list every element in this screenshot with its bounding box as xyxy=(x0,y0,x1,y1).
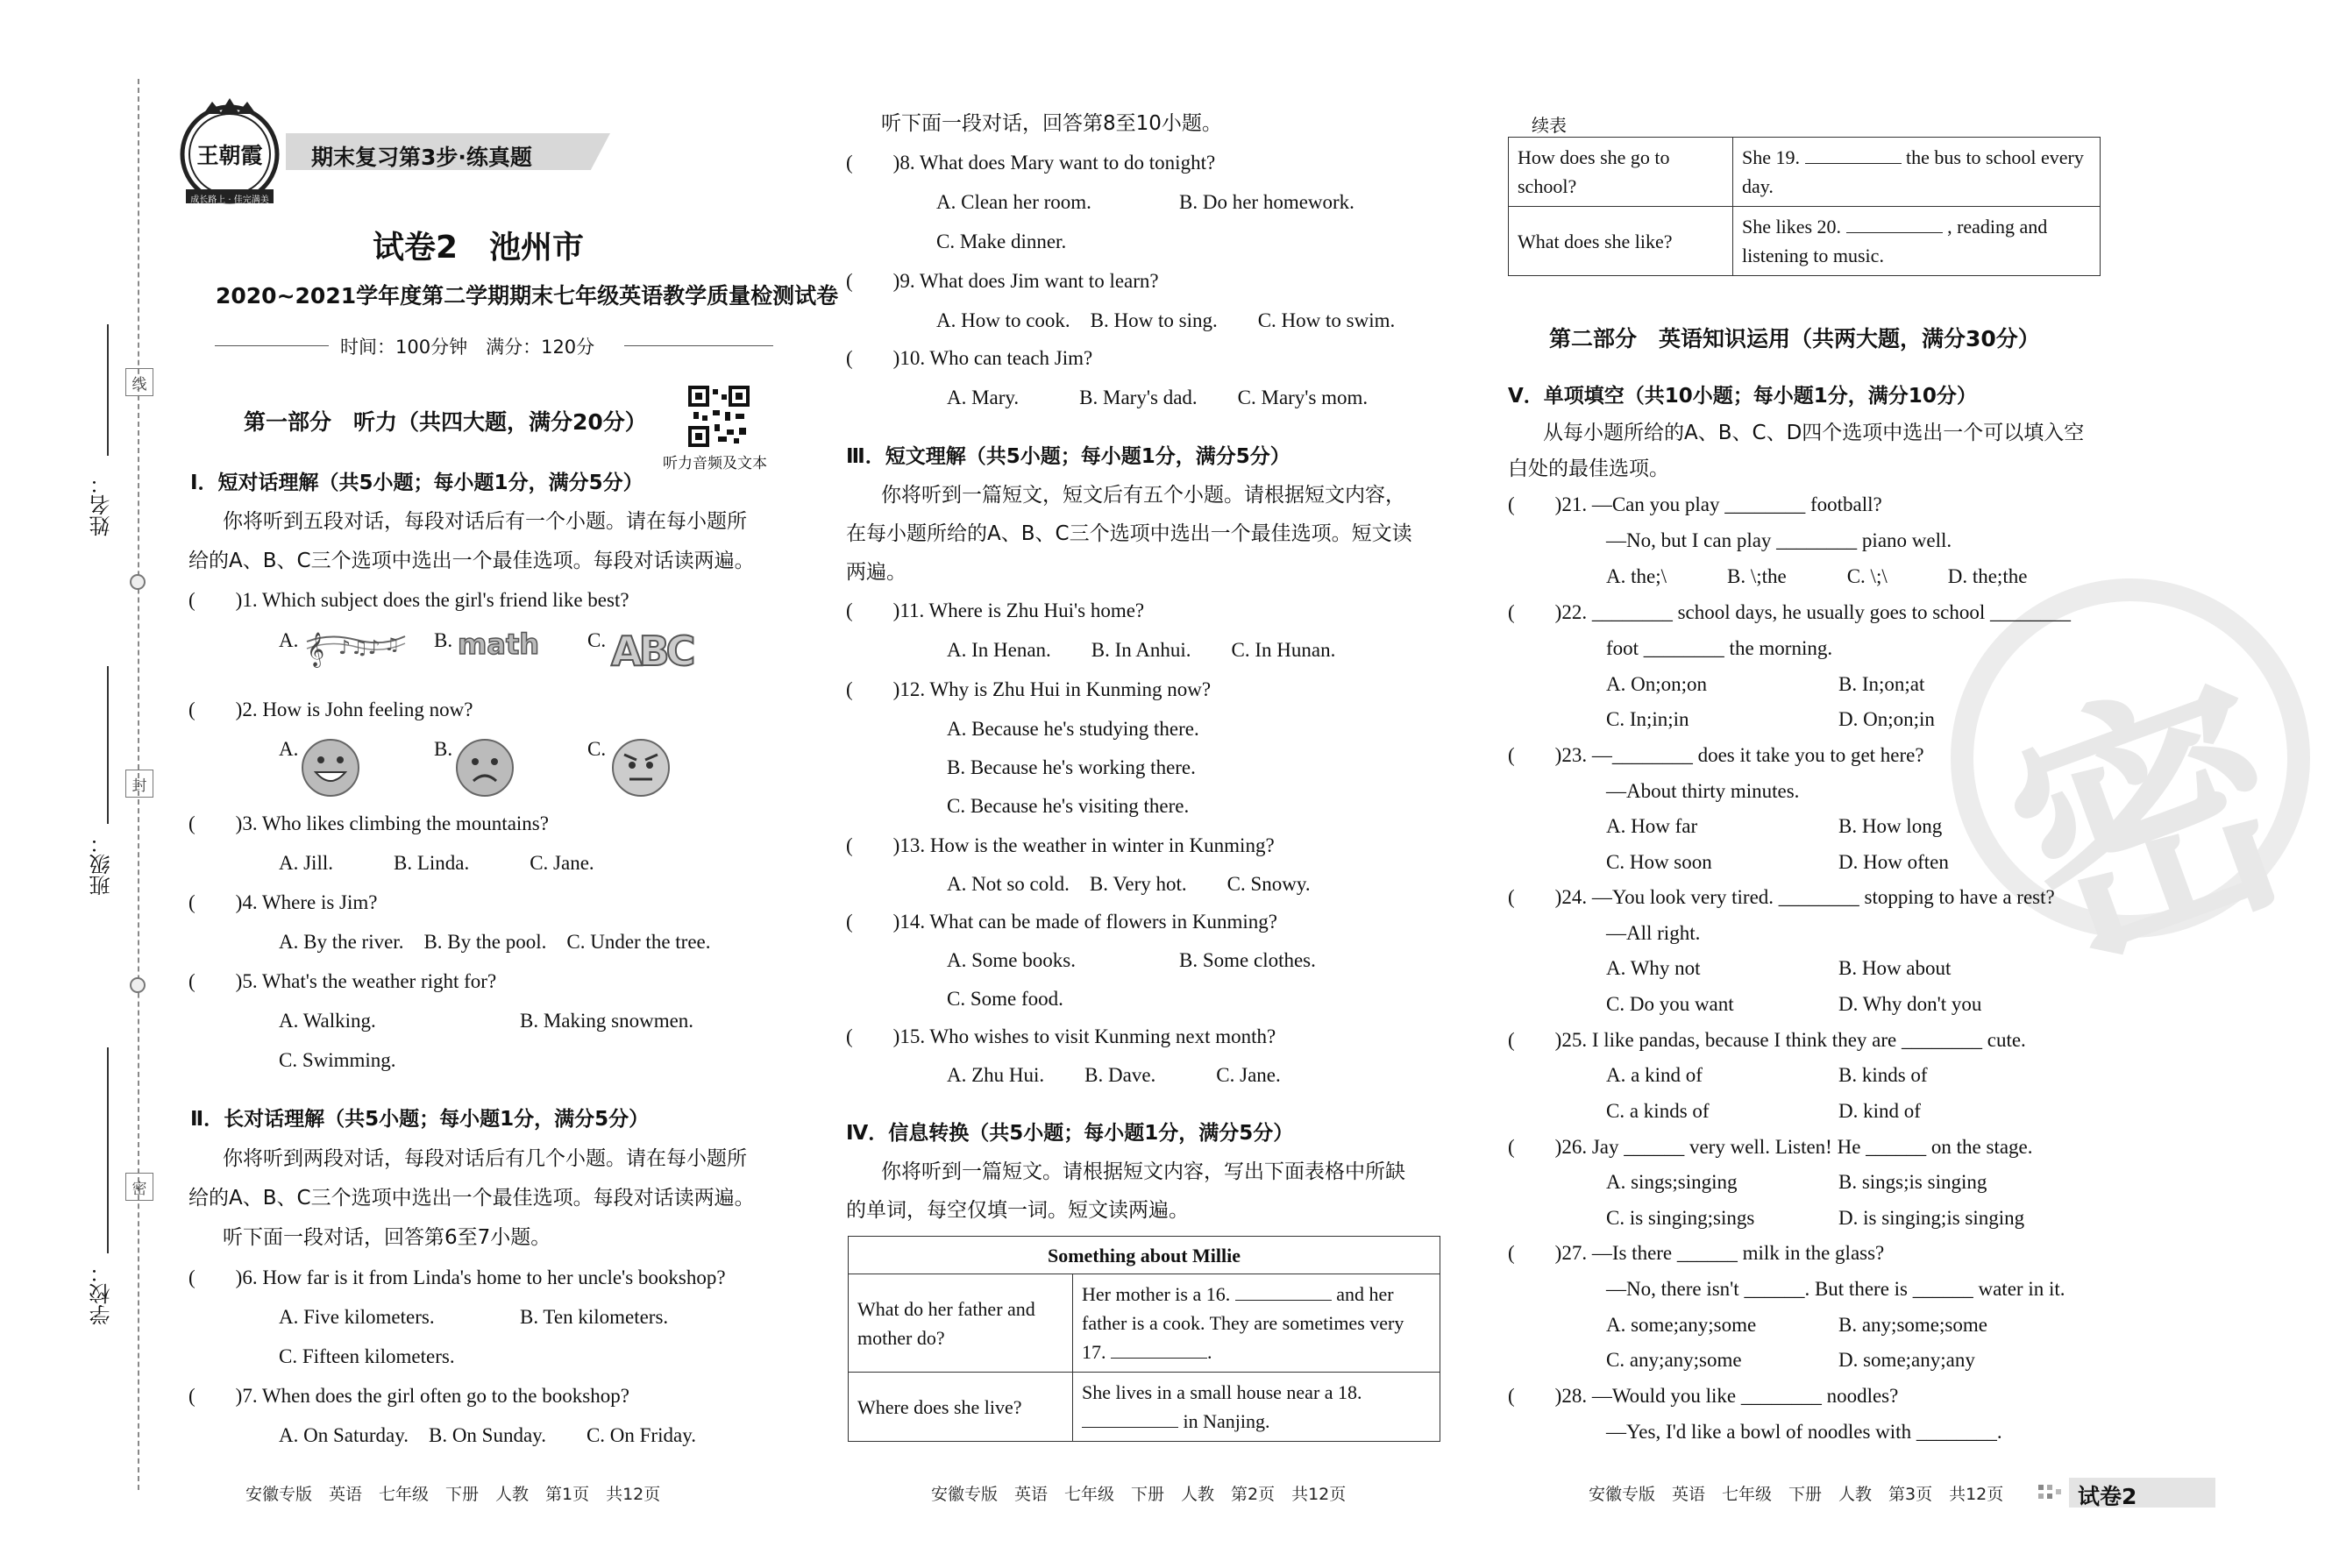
table-continued-label: 续表 xyxy=(1532,115,1567,136)
math-image: math xyxy=(458,628,540,661)
section5-title: Ⅴ．单项填空（共10小题；每小题1分，满分10分） xyxy=(1508,385,1977,408)
blank-19[interactable] xyxy=(1805,145,1902,164)
question-24-reply: —All right. xyxy=(1606,922,1701,944)
q25-option-d[interactable]: D. kind of xyxy=(1838,1100,1921,1122)
table-cell-question: Where does she live? xyxy=(849,1373,1073,1442)
question-7: ( )7. When does the girl often go to the bookshop? xyxy=(188,1385,629,1407)
school-label: 学校： xyxy=(89,1262,114,1325)
q24-option-a[interactable]: A. Why not xyxy=(1606,957,1701,979)
question-6: ( )6. How far is it from Linda's home to her uncle's bookshop? xyxy=(188,1266,726,1288)
seal-mark-mi: 密 xyxy=(125,1173,153,1201)
q10-options[interactable]: A. Mary. B. Mary's dad. C. Mary's mom. xyxy=(947,387,1369,408)
q13-options[interactable]: A. Not so cold. B. Very hot. C. Snowy. xyxy=(947,873,1311,895)
q8-option-a[interactable]: A. Clean her room. xyxy=(936,191,1091,213)
q27-option-b[interactable]: B. any;some;some xyxy=(1838,1314,1987,1336)
q27-option-c[interactable]: C. any;any;some xyxy=(1606,1349,1742,1371)
svg-text:♪♫♪: ♪♫♪ xyxy=(338,637,380,659)
question-8: ( )8. What does Mary want to do tonight? xyxy=(846,152,1216,174)
info-table xyxy=(848,1236,1440,1442)
section3-instruction-line2: 在每小题所给的A、B、C三个选项中选出一个最佳选项。短文读 xyxy=(846,522,1412,545)
q11-options[interactable]: A. In Henan. B. In Anhui. C. In Hunan. xyxy=(947,639,1336,661)
q1-option-c[interactable]: C. xyxy=(587,629,607,651)
section1-title: Ⅰ．短对话理解（共5小题；每小题1分，满分5分） xyxy=(190,472,643,494)
q2-option-a[interactable]: A. xyxy=(279,738,299,760)
table-cell-question: What do her father and mother do? xyxy=(849,1274,1073,1373)
question-25: ( )25. I like pandas, because I think they are ________ cute. xyxy=(1508,1029,2026,1051)
question-23-reply: —About thirty minutes. xyxy=(1606,780,1800,802)
q22-option-d[interactable]: D. On;on;in xyxy=(1838,708,1935,730)
section4-instruction-line1: 你将听到一篇短文。请根据短文内容，写出下面表格中所缺 xyxy=(881,1160,1405,1183)
section3-instruction-line3: 两遍。 xyxy=(846,561,906,584)
q25-option-a[interactable]: A. a kind of xyxy=(1606,1064,1703,1086)
q26-option-c[interactable]: C. is singing;sings xyxy=(1606,1207,1755,1229)
q26-option-a[interactable]: A. sings;singing xyxy=(1606,1171,1738,1193)
q5-option-b[interactable]: B. Making snowmen. xyxy=(520,1010,694,1032)
q12-option-c[interactable]: C. Because he's visiting there. xyxy=(947,795,1190,817)
blank-16[interactable] xyxy=(1235,1282,1332,1301)
q12-option-b[interactable]: B. Because he's working there. xyxy=(947,756,1196,778)
table-row xyxy=(1509,207,2101,276)
section1-instruction-line2: 给的A、B、C三个选项中选出一个最佳选项。每段对话读两遍。 xyxy=(188,550,755,572)
q7-options[interactable]: A. On Saturday. B. On Sunday. C. On Friday. xyxy=(279,1424,696,1446)
section3-instruction-line1: 你将听到一篇短文，短文后有五个小题。请根据短文内容， xyxy=(881,484,1405,507)
time-rule-left xyxy=(215,345,329,346)
question-24: ( )24. —You look very tired. ________ stopping to have a rest? xyxy=(1508,886,2055,908)
logo-text: 王朝霞 xyxy=(196,143,263,168)
q24-option-b[interactable]: B. How about xyxy=(1838,957,1952,979)
table-cell-answer: She lives in a small house near a 18. in Nanjing. xyxy=(1073,1373,1440,1442)
abc-image: ABC xyxy=(611,628,693,675)
q26-option-b[interactable]: B. sings;is singing xyxy=(1838,1171,1987,1193)
info-table-title: Something about Millie xyxy=(849,1237,1440,1274)
q22-option-b[interactable]: B. In;on;at xyxy=(1838,673,1925,695)
section3-title: Ⅲ．短文理解（共5小题；每小题1分，满分5分） xyxy=(846,445,1290,468)
angry-face-icon xyxy=(612,739,670,797)
section5-instruction-line2: 白处的最佳选项。 xyxy=(1508,458,1669,480)
q23-option-c[interactable]: C. How soon xyxy=(1606,851,1712,873)
sad-face-icon xyxy=(456,739,514,797)
table-row xyxy=(849,1373,1440,1442)
q24-option-c[interactable]: C. Do you want xyxy=(1606,993,1734,1015)
q27-option-d[interactable]: D. some;any;any xyxy=(1838,1349,1975,1371)
happy-face-icon xyxy=(302,739,359,797)
q23-option-a[interactable]: A. How far xyxy=(1606,815,1698,837)
section2-instruction-line1: 你将听到两段对话，每段对话后有几个小题。请在每小题所 xyxy=(223,1147,747,1170)
q12-option-a[interactable]: A. Because he's studying there. xyxy=(947,718,1199,740)
question-14: ( )14. What can be made of flowers in Kunming? xyxy=(846,911,1278,933)
table-cell-question: How does she go to school? xyxy=(1509,138,1733,207)
question-21: ( )21. —Can you play ________ football? xyxy=(1508,493,1882,515)
question-21-reply: —No, but I can play ________ piano well. xyxy=(1606,529,1952,551)
step-banner-text: 期末复习第3步·练真题 xyxy=(311,145,532,170)
exam-title: 试卷2 池州市 xyxy=(373,230,585,266)
tab-marker-icon xyxy=(2038,1483,2065,1502)
name-label: 姓名： xyxy=(89,473,114,536)
q14-option-a[interactable]: A. Some books. xyxy=(947,949,1076,971)
question-22-cont: foot ________ the morning. xyxy=(1606,637,1833,659)
q3-options[interactable]: A. Jill. B. Linda. C. Jane. xyxy=(279,852,594,874)
q25-option-b[interactable]: B. kinds of xyxy=(1838,1064,1928,1086)
section2-sub-instruction-2: 听下面一段对话，回答第8至10小题。 xyxy=(881,112,1222,135)
table-row xyxy=(849,1274,1440,1373)
section2-sub-instruction: 听下面一段对话，回答第6至7小题。 xyxy=(223,1226,551,1249)
q25-option-c[interactable]: C. a kinds of xyxy=(1606,1100,1710,1122)
section2-title: Ⅱ．长对话理解（共5小题；每小题1分，满分5分） xyxy=(190,1108,650,1131)
page-2-footer: 安徽专版 英语 七年级 下册 人教 第2页 共12页 xyxy=(931,1485,1347,1504)
publisher-logo xyxy=(174,95,286,207)
q1-option-b[interactable]: B. xyxy=(434,629,453,651)
school-field[interactable] xyxy=(107,1047,109,1253)
q4-options[interactable]: A. By the river. B. By the pool. C. Under the tree. xyxy=(279,931,711,953)
q8-option-b[interactable]: B. Do her homework. xyxy=(1179,191,1354,213)
q5-option-a[interactable]: A. Walking. xyxy=(279,1010,376,1032)
q23-option-b[interactable]: B. How long xyxy=(1838,815,1943,837)
question-12: ( )12. Why is Zhu Hui in Kunming now? xyxy=(846,678,1212,700)
question-13: ( )13. How is the weather in winter in Kunming? xyxy=(846,834,1275,856)
time-info: 时间：100分钟 满分：120分 xyxy=(340,337,595,358)
qr-caption: 听力音频及文本 xyxy=(663,455,767,472)
q26-option-d[interactable]: D. is singing;is singing xyxy=(1838,1207,2025,1229)
q15-options[interactable]: A. Zhu Hui. B. Dave. C. Jane. xyxy=(947,1064,1281,1086)
question-26: ( )26. Jay ______ very well. Listen! He ______ on the stage. xyxy=(1508,1136,2033,1158)
section4-instruction-line2: 的单词，每空仅填一词。短文读两遍。 xyxy=(846,1199,1189,1222)
question-22: ( )22. ________ school days, he usually goes to school ________ xyxy=(1508,601,2072,623)
section4-title: Ⅳ．信息转换（共5小题；每小题1分，满分5分） xyxy=(846,1122,1294,1145)
q22-option-a[interactable]: A. On;on;on xyxy=(1606,673,1707,695)
time-rule-right xyxy=(624,345,773,346)
q14-option-b[interactable]: B. Some clothes. xyxy=(1179,949,1316,971)
q22-option-c[interactable]: C. In;in;in xyxy=(1606,708,1689,730)
q9-options[interactable]: A. How to cook. B. How to sing. C. How to swim. xyxy=(936,309,1396,331)
exam-subtitle: 2020~2021学年度第二学期期末七年级英语教学质量检测试卷 xyxy=(216,283,839,309)
q8-option-c[interactable]: C. Make dinner. xyxy=(936,231,1067,252)
music-notes-icon xyxy=(303,624,409,666)
question-11: ( )11. Where is Zhu Hui's home? xyxy=(846,600,1145,621)
page-1-footer: 安徽专版 英语 七年级 下册 人教 第1页 共12页 xyxy=(245,1485,661,1504)
question-23: ( )23. —________ does it take you to get here? xyxy=(1508,744,1924,766)
binding-hole-icon xyxy=(130,574,146,590)
question-1: ( )1. Which subject does the girl's friend like best? xyxy=(188,589,629,611)
blank-17[interactable] xyxy=(1111,1340,1207,1359)
paper-tab-label: 试卷2 xyxy=(2078,1484,2137,1509)
q6-option-b[interactable]: B. Ten kilometers. xyxy=(520,1306,669,1328)
blank-18[interactable] xyxy=(1082,1409,1178,1428)
q6-option-a[interactable]: A. Five kilometers. xyxy=(279,1306,435,1328)
table-cell-answer: She likes 20. , reading and listening to music. xyxy=(1733,207,2101,276)
question-3: ( )3. Who likes climbing the mountains? xyxy=(188,812,549,834)
question-9: ( )9. What does Jim want to learn? xyxy=(846,270,1159,292)
question-5: ( )5. What's the weather right for? xyxy=(188,970,497,992)
class-field[interactable] xyxy=(107,666,109,824)
q5-option-c[interactable]: C. Swimming. xyxy=(279,1049,396,1071)
table-cell-answer: She 19. the bus to school every day. xyxy=(1733,138,2101,207)
question-27: ( )27. —Is there ______ milk in the glass? xyxy=(1508,1242,1885,1264)
q6-option-c[interactable]: C. Fifteen kilometers. xyxy=(279,1345,455,1367)
table-row xyxy=(1509,138,2101,207)
svg-text:𝄞: 𝄞 xyxy=(307,632,325,667)
logo-tagline: 成长路上 · 佳完满美 xyxy=(190,195,269,205)
info-table-continued xyxy=(1508,137,2101,276)
question-28: ( )28. —Would you like ________ noodles? xyxy=(1508,1385,1899,1407)
question-15: ( )15. Who wishes to visit Kunming next month? xyxy=(846,1025,1276,1047)
q2-option-b[interactable]: B. xyxy=(434,738,453,760)
blank-20[interactable] xyxy=(1846,215,1943,233)
class-label: 班级： xyxy=(89,833,114,896)
section5-instruction-line1: 从每小题所给的A、B、C、D四个选项中选出一个可以填入空 xyxy=(1543,422,2085,444)
q24-option-d[interactable]: D. Why don't you xyxy=(1838,993,1982,1015)
watermark-text: 密 xyxy=(1975,635,2328,1013)
question-28-reply: —Yes, I'd like a bowl of noodles with ________. xyxy=(1606,1421,2002,1443)
section1-instruction-line1: 你将听到五段对话，每段对话后有一个小题。请在每小题所 xyxy=(223,510,747,533)
page-3-footer: 安徽专版 英语 七年级 下册 人教 第3页 共12页 xyxy=(1589,1485,2004,1504)
question-2: ( )2. How is John feeling now? xyxy=(188,699,473,720)
q21-options[interactable]: A. the;\ B. \;the C. \;\ D. the;the xyxy=(1606,565,2028,587)
part2-heading: 第二部分 英语知识运用（共两大题，满分30分） xyxy=(1549,326,2040,351)
question-27-reply: —No, there isn't ______. But there is ______ water in it. xyxy=(1606,1278,2065,1300)
svg-text:♫: ♫ xyxy=(384,634,400,655)
table-cell-question: What does she like? xyxy=(1509,207,1733,276)
name-field[interactable] xyxy=(107,324,109,456)
table-cell-answer: Her mother is a 16. and her father is a cook. They are sometimes very 17. . xyxy=(1073,1274,1440,1373)
question-10: ( )10. Who can teach Jim? xyxy=(846,347,1093,369)
seal-mark-xian: 线 xyxy=(125,368,153,396)
q2-option-c[interactable]: C. xyxy=(587,738,607,760)
q1-option-a[interactable]: A. xyxy=(279,629,299,651)
question-4: ( )4. Where is Jim? xyxy=(188,891,378,913)
q27-option-a[interactable]: A. some;any;some xyxy=(1606,1314,1757,1336)
binding-hole-icon xyxy=(130,977,146,993)
q23-option-d[interactable]: D. How often xyxy=(1838,851,1949,873)
qr-code-icon[interactable] xyxy=(688,386,750,447)
section2-instruction-line2: 给的A、B、C三个选项中选出一个最佳选项。每段对话读两遍。 xyxy=(188,1187,755,1210)
part1-heading: 第一部分 听力（共四大题，满分20分） xyxy=(244,409,647,435)
seal-mark-feng: 封 xyxy=(125,770,153,798)
q14-option-c[interactable]: C. Some food. xyxy=(947,988,1063,1010)
